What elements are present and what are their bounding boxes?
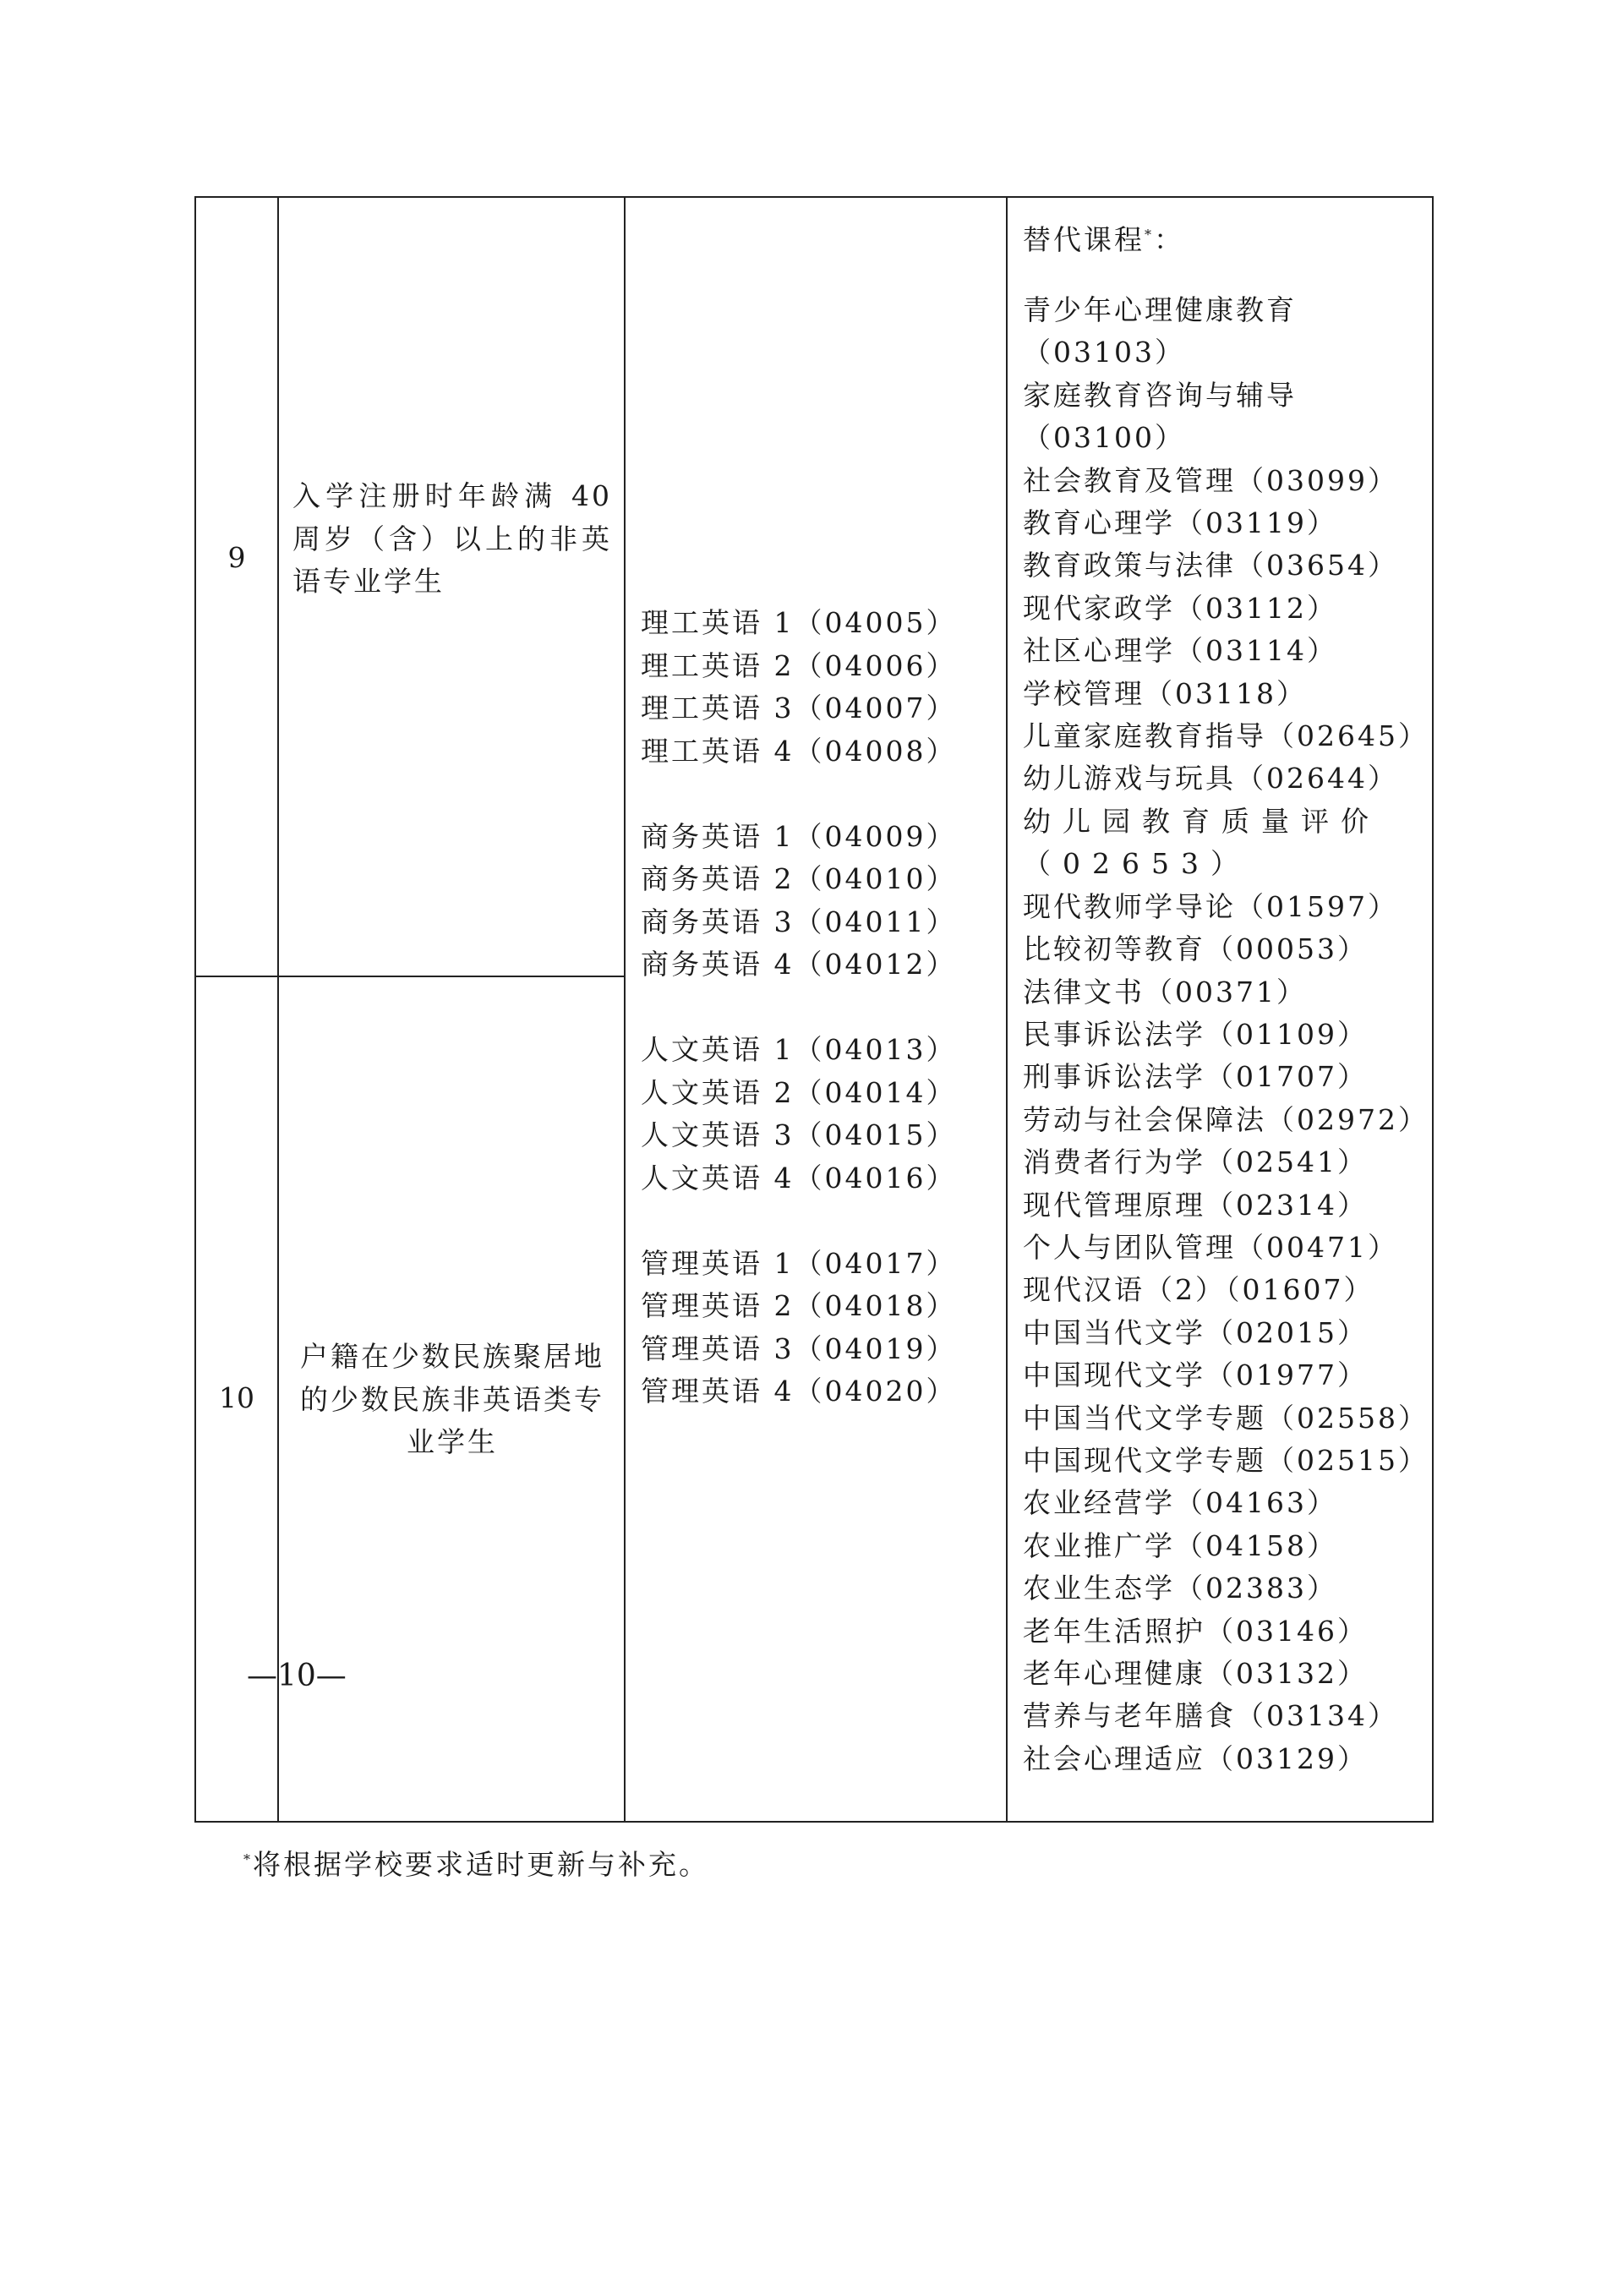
- list-item: 儿童家庭教育指导（02645）: [1023, 719, 1429, 753]
- list-item: 人文英语 2（04014）: [641, 1075, 957, 1109]
- row-condition: 入学注册时年龄满 40 周岁（含）以上的非英语专业学生: [292, 479, 612, 598]
- page-number: —10—: [247, 1659, 347, 1693]
- list-item: 社会教育及管理（03099）: [1023, 463, 1398, 497]
- list-item: 老年心理健康（03132）: [1023, 1657, 1368, 1690]
- list-item: 管理英语 3（04019）: [641, 1331, 957, 1365]
- list-item: 现代管理原理（02314）: [1023, 1188, 1368, 1222]
- list-item: 现代汉语（2）（01607）: [1023, 1273, 1374, 1307]
- list-item: 法律文书（00371）: [1023, 975, 1307, 1009]
- list-item: 理工英语 2（04006）: [641, 648, 957, 682]
- table-border-top: [194, 196, 1434, 198]
- list-item: 管理英语 2（04018）: [641, 1289, 957, 1322]
- list-item: 理工英语 1（04005）: [641, 606, 957, 639]
- table-border-left: [194, 196, 196, 1823]
- list-item: 中国现代文学（01977）: [1023, 1358, 1368, 1392]
- english-course-list: [641, 602, 956, 1413]
- list-item: 老年生活照护（03146）: [1023, 1614, 1368, 1648]
- list-item: 农业推广学（04158）: [1023, 1528, 1337, 1562]
- list-item: 人文英语 1（04013）: [641, 1033, 957, 1066]
- list-item: 管理英语 1（04017）: [641, 1246, 957, 1280]
- list-item: 人文英语 3（04015）: [641, 1118, 957, 1151]
- row-number: 9: [227, 541, 246, 574]
- list-item: 理工英语 4（04008）: [641, 734, 957, 768]
- list-item: 中国现代文学专题（02515）: [1023, 1443, 1429, 1477]
- row-divider: [194, 976, 626, 977]
- list-item: 民事诉讼法学（01109）: [1023, 1017, 1368, 1051]
- list-item: 现代家政学（03112）: [1023, 591, 1337, 625]
- footnote: *将根据学校要求适时更新与补充。: [243, 1848, 709, 1881]
- list-item: 教育政策与法律（03654）: [1023, 549, 1398, 582]
- row-number: 10: [219, 1381, 254, 1414]
- list-item: 学校管理（03118）: [1023, 676, 1307, 710]
- table-border-bottom: [194, 1821, 1434, 1823]
- row-condition: 户籍在少数民族聚居地的少数民族非英语类专业学生: [300, 1340, 604, 1458]
- list-item: 现代教师学导论（01597）: [1023, 889, 1398, 923]
- list-item: 农业生态学（02383）: [1023, 1572, 1337, 1605]
- table-border-right: [1432, 196, 1434, 1823]
- list-item: 教育心理学（03119）: [1023, 506, 1337, 540]
- list-item: 商务英语 3（04011）: [641, 905, 957, 938]
- list-item: 社区心理学（03114）: [1023, 634, 1337, 668]
- footnote-mark: *: [243, 1851, 253, 1867]
- list-item: 商务英语 1（04009）: [641, 819, 957, 853]
- list-item: 商务英语 4（04012）: [641, 948, 957, 981]
- list-item: 幼儿园教育质量评价（02653）: [1023, 804, 1380, 881]
- list-item: 人文英语 4（04016）: [641, 1161, 957, 1194]
- list-item: 社会心理适应（03129）: [1023, 1741, 1368, 1775]
- list-item: 劳动与社会保障法（02972）: [1023, 1102, 1429, 1136]
- list-item: 理工英语 3（04007）: [641, 692, 957, 724]
- list-item: 管理英语 4（04020）: [641, 1375, 957, 1408]
- column-divider-3: [1006, 196, 1008, 1823]
- column-divider-2: [624, 196, 626, 1823]
- list-item: 家庭教育咨询与辅导（03100）: [1023, 378, 1297, 455]
- list-item: 农业经营学（04163）: [1023, 1486, 1337, 1520]
- column-divider-1: [277, 196, 279, 1823]
- list-item: 比较初等教育（00053）: [1023, 932, 1368, 966]
- list-item: 中国当代文学专题（02558）: [1023, 1401, 1429, 1435]
- list-item: 青少年心理健康教育（03103）: [1023, 293, 1297, 369]
- list-item: 营养与老年膳食（03134）: [1023, 1699, 1398, 1733]
- footnote-mark: *: [1145, 227, 1154, 243]
- substitute-heading: 替代课程*：: [1023, 223, 1184, 256]
- list-item: 幼儿游戏与玩具（02644）: [1023, 762, 1398, 795]
- list-item: 商务英语 2（04010）: [641, 862, 957, 895]
- list-item: 个人与团队管理（00471）: [1023, 1230, 1398, 1264]
- list-item: 刑事诉讼法学（01707）: [1023, 1060, 1368, 1094]
- list-item: 中国当代文学（02015）: [1023, 1315, 1368, 1349]
- list-item: 消费者行为学（02541）: [1023, 1145, 1368, 1179]
- substitute-course-list: [1023, 215, 1429, 1780]
